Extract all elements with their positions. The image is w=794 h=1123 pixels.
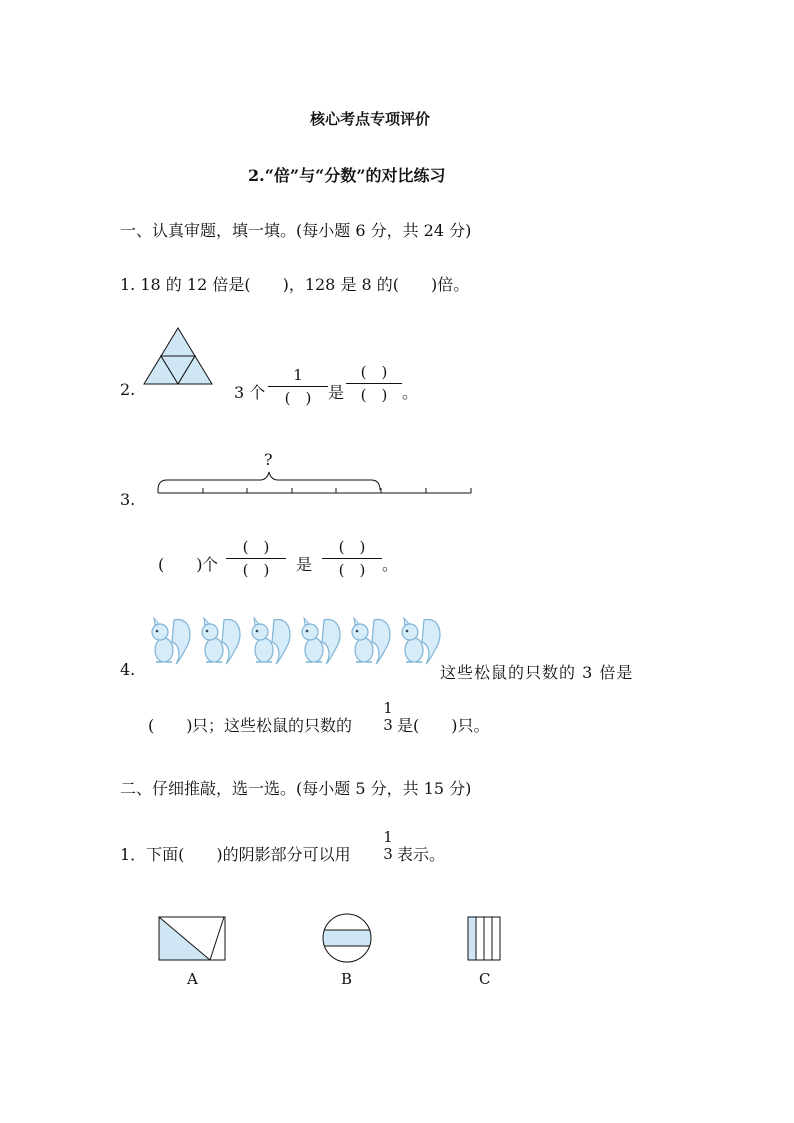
option-b-label[interactable]: B <box>341 970 353 988</box>
option-a-figure[interactable] <box>158 916 228 962</box>
q4-frac-numerator: 1 <box>383 699 393 717</box>
q3-question-mark: ? <box>264 450 273 469</box>
squirrel-icon <box>352 618 390 664</box>
q4-line2-end: 是( )只。 <box>397 716 490 735</box>
q2-frac2-denominator[interactable]: ( ) <box>360 386 388 404</box>
section2-heading: 二、仔细推敲，选一选。(每小题 5 分，共 15 分) <box>120 779 472 798</box>
squirrel-icon <box>252 618 290 664</box>
fraction-bar <box>346 383 402 384</box>
question-2-number: 2. <box>120 380 136 399</box>
option-c-figure[interactable] <box>467 916 507 962</box>
segment-diagram <box>155 448 475 498</box>
q3-end: 。 <box>382 555 399 574</box>
squirrel-icon <box>302 618 340 664</box>
squirrel-row <box>144 614 444 670</box>
s2-frac-denominator: 3 <box>383 845 393 863</box>
q2-is: 是 <box>328 383 345 402</box>
q3-frac2-numerator[interactable]: ( ) <box>338 538 366 556</box>
q4-fraction-one-third <box>381 700 395 734</box>
fraction-bar <box>268 386 328 387</box>
q2-frac2-numerator[interactable]: ( ) <box>360 363 388 381</box>
squirrel-icon <box>202 618 240 664</box>
option-c-label[interactable]: C <box>479 970 491 988</box>
option-b-figure[interactable] <box>321 912 373 964</box>
q3-frac1-numerator[interactable]: ( ) <box>242 538 270 556</box>
shaded-strip <box>468 917 476 960</box>
q2-count-prefix: 3 个 <box>234 383 266 402</box>
q3-frac2-denominator[interactable]: ( ) <box>338 561 366 579</box>
q2-frac1-numerator: 1 <box>293 366 303 384</box>
squirrel-icon <box>152 618 190 664</box>
fraction-bar <box>226 558 286 559</box>
triangle-figure <box>143 326 215 388</box>
page-subtitle: 2.“倍”与“分数”的对比练习 <box>248 166 446 185</box>
section2-q1-fraction <box>381 829 395 863</box>
page-title: 核心考点专项评价 <box>310 110 431 128</box>
q2-end: 。 <box>402 383 419 402</box>
q4-frac-denominator: 3 <box>383 716 393 734</box>
q3-frac1-denominator[interactable]: ( ) <box>242 561 270 579</box>
triangle-top-shaded <box>161 328 195 356</box>
section2-q1-prefix: 1．下面( )的阴影部分可以用 <box>120 845 351 864</box>
q3-fraction-2 <box>322 537 382 580</box>
question-3-number: 3. <box>120 490 136 509</box>
section2-q1-suffix: 表示。 <box>397 845 446 864</box>
q2-frac1-denominator[interactable]: ( ) <box>284 389 312 407</box>
question-4-number: 4. <box>120 660 136 679</box>
q3-count-word: 个 <box>202 555 219 574</box>
q4-blank1[interactable]: ( ) <box>148 716 193 735</box>
q2-fraction-1 <box>268 365 328 408</box>
q3-blank[interactable]: ( ) <box>158 555 203 574</box>
q4-line1: 这些松鼠的只数的 3 倍是 <box>440 663 634 682</box>
question-1-1: 1. 18 的 12 倍是( )，128 是 8 的( )倍。 <box>120 275 470 294</box>
shaded-band <box>321 930 373 946</box>
brace <box>158 472 380 490</box>
option-a-label[interactable]: A <box>187 970 198 988</box>
s2-frac-numerator: 1 <box>383 828 393 846</box>
q4-line2-mid: 只；这些松鼠的只数的 <box>192 716 353 735</box>
fraction-bar <box>322 558 382 559</box>
section1-heading: 一、认真审题，填一填。(每小题 6 分，共 24 分) <box>120 221 472 240</box>
q3-is: 是 <box>296 555 313 574</box>
q3-fraction-1 <box>226 537 286 580</box>
squirrel-icon <box>402 618 440 664</box>
q2-fraction-2 <box>346 362 402 405</box>
